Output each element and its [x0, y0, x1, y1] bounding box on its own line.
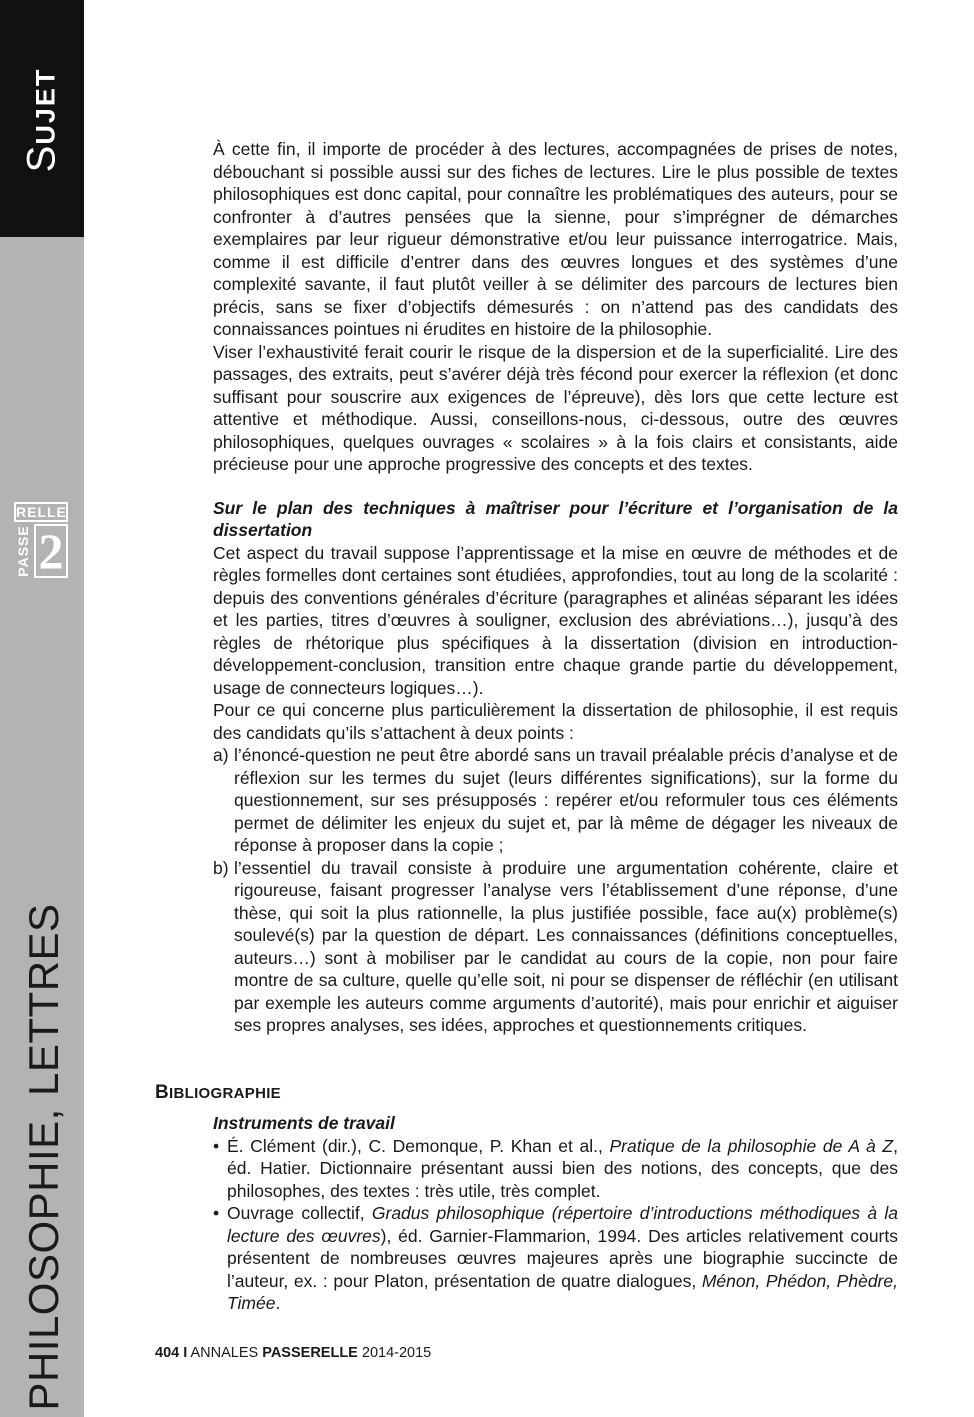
- bibliography: [213, 1112, 898, 1315]
- list-item-b: b) l’essentiel du travail consiste à produire une argumentation cohérente, claire et rigoureuse, faisant progresser l’analyse vers l’établissement d’une réponse, d’une thèse, qui soit la plus rationnelle, la plus justifiée possible, face au(x) problème(s) soulevé(s) par la question de départ. Les connaissances (définitions conceptuelles, auteurs…) sont à mobiliser par le candidat au cours de la copie, non pour faire montre de sa culture, quelle qu’elle soit, ni pour se dispenser de réfléchir (en utilisant par exemple les auteurs comme arguments d’autorité), mais pour enrichir et aiguiser ses propres analyses, ses idées, approches et questionnements critiques.: [213, 857, 898, 1035]
- logo-number: 2: [34, 524, 68, 578]
- paragraph-1: À cette fin, il importe de procéder à des lectures, accompagnées de prises de notes, débouchant si possible aussi sur des fiches de lectures. Lire le plus possible de textes philosophiques est donc capital, pour connaître les problématiques des auteurs, pour se confronter à d’autres pensées que la sienne, pour s’imprégner de démarches exemplaires par leur rigueur démonstrative et/ou leur puissance interrogatrice. Mais, comme il est difficile d’entrer dans des œuvres longues et des systèmes d’une complexité savante, il faut plutôt veiller à se délimiter des parcours de lectures bien précis, sans se fixer d’objectifs démesurés : on n’attend pas des candidats des connaissances pointues ni érudites en histoire de la philosophie.: [213, 139, 898, 339]
- section-subheading: Sur le plan des techniques à maîtriser pour l’écriture et l’organisation de la dissertation: [213, 497, 898, 540]
- main-text: [213, 138, 898, 1037]
- list-item-a: a) l’énoncé-question ne peut être abordé sans un travail préalable précis d’analyse et de réflexion sur les termes du sujet (leurs différentes significations), sur la forme du questionnement, sur ses présupposés : repérer et/ou reformuler tous ces éléments permet de délimiter les enjeux du sujet et, par là même de dégager les niveaux de réponse à proposer dans la copie ;: [213, 745, 898, 855]
- page-number: 404: [155, 1345, 180, 1361]
- logo-side-text: PASSE: [15, 525, 31, 577]
- paragraph-3: Cet aspect du travail suppose l’apprentissage et la mise en œuvre de méthodes et de règles formelles dont certaines sont étudiées, approfondies, tout au long de la scolarité : depuis des conventions générales d’écriture (paragraphes et alinéas séparant les idées et les parties, titres d’œuvres à souligner, exclusion des abréviations…), jusqu’à des règles de rhétorique plus spécifiques à la dissertation (division en introduction-développement-conclusion, transition entre chaque grande partie du développement, usage de connecteurs logiques…).: [213, 542, 898, 698]
- logo-top-text: RELLE: [16, 504, 67, 520]
- bibliography-entry: • Ouvrage collectif, Gradus philosophique (répertoire d’introductions méthodiques à la lecture des œuvres), éd. Garnier-Flammarion, 1994. Des articles relativement courts présentent de nombreuses œuvres majeures après une biographie succincte de l’auteur, ex. : pour Platon, présentation de quatre dialogues, Ménon, Phédon, Phèdre, Timée.: [213, 1203, 898, 1313]
- bibliography-heading: BIBLIOGRAPHIE: [155, 1082, 281, 1103]
- bibliography-entry: • É. Clément (dir.), C. Demonque, P. Khan et al., Pratique de la philosophie de A à Z, éd. Hatier. Dictionnaire présentant aussi bien des notions, des concepts, que des philosophes, des textes : très utile, très complet.: [213, 1135, 898, 1201]
- section-label: SUJET: [19, 67, 64, 173]
- page-footer: 404 I ANNALES PASSERELLE 2014-2015: [155, 1345, 432, 1361]
- passerelle-logo: [14, 502, 68, 578]
- bibliography-subheading: Instruments de travail: [213, 1113, 395, 1133]
- subject-title: PHILOSOPHIE, LETTRES: [20, 903, 67, 1411]
- paragraph-2: Viser l’exhaustivité ferait courir le risque de la dispersion et de la superficialité. Lire des passages, des extraits, peut s’avérer déjà très fécond pour exercer la réflexion (et donc suffisant pour souscrire aux exigences de l’épreuve), dès lors que cette lecture est attentive et méthodique. Aussi, conseillons-nous, ci-dessous, outre des œuvres philosophiques, quelques ouvrages « scolaires » à la fois clairs et consistants, aide précieuse pour une approche progressive des concepts et des textes.: [213, 341, 898, 474]
- paragraph-4: Pour ce qui concerne plus particulièrement la dissertation de philosophie, il est requis des candidats qu’ils s’attachent à deux points :: [213, 700, 898, 743]
- footer-brand: PASSERELLE: [262, 1345, 358, 1361]
